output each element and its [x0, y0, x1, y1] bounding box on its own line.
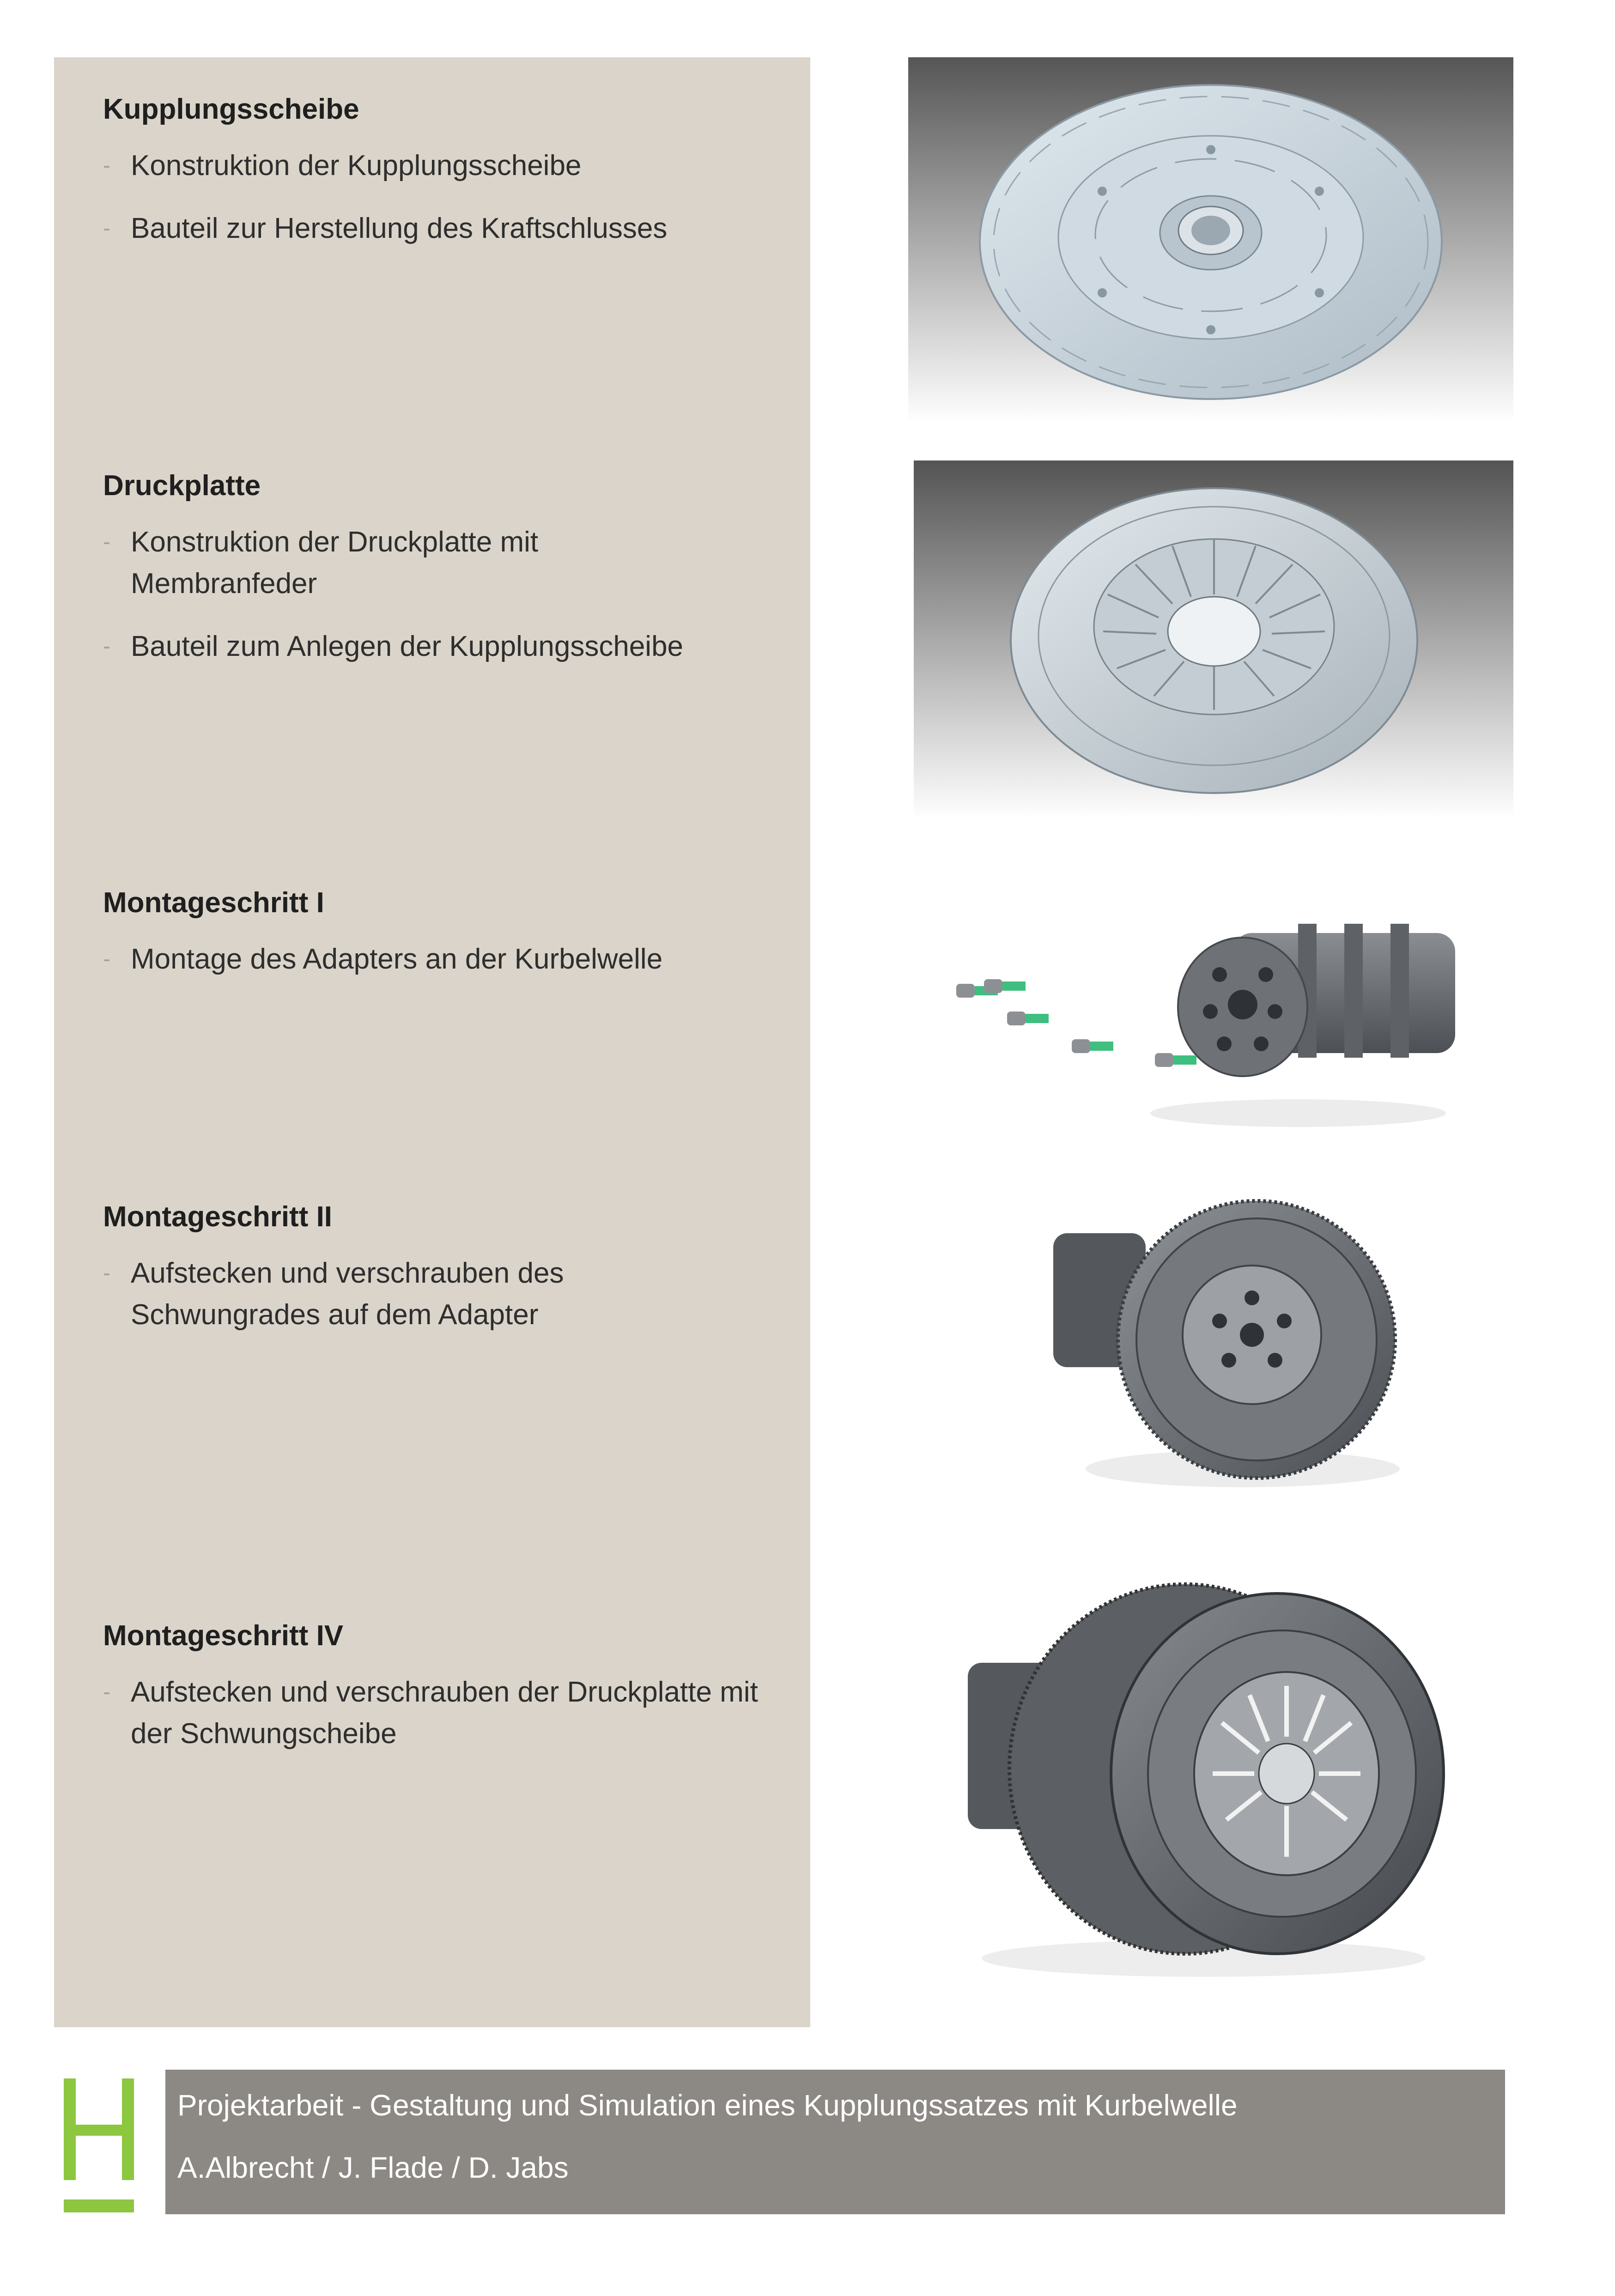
section-title: Druckplatte — [103, 470, 261, 502]
footer-title: Projektarbeit - Gestaltung und Simulation eines Kupplungssatzes mit Kurbelwelle — [177, 2089, 1238, 2122]
section-montageschritt-2 — [103, 1200, 796, 1357]
dash-icon: - — [103, 1261, 110, 1286]
section-title: Kupplungsscheibe — [103, 93, 359, 125]
bullet-item: - Konstruktion der Kupplungsscheibe — [103, 145, 796, 187]
h-logo-icon — [64, 2078, 134, 2212]
footer-bar — [165, 2070, 1505, 2214]
crankshaft-adapter-image — [947, 905, 1478, 1127]
section-druckplatte — [103, 469, 796, 689]
dash-icon: - — [103, 634, 110, 659]
full-assembly-image — [963, 1570, 1476, 1977]
dash-icon: - — [103, 947, 110, 972]
section-kupplungsscheibe — [103, 92, 796, 271]
bullet-item: - Aufstecken und verschrauben der Druckplatte mit der Schwungscheibe — [103, 1672, 805, 1755]
bullet-item: - Montage des Adapters an der Kurbelwelle — [103, 939, 796, 980]
bullet-item: - Aufstecken und verschrauben des Schwungrades auf dem Adapter — [103, 1253, 657, 1336]
bullet-item: - Bauteil zum Anlegen der Kupplungsscheibe — [103, 626, 796, 667]
pressure-plate-image — [914, 460, 1513, 819]
section-montageschritt-4 — [103, 1619, 796, 1776]
dash-icon: - — [103, 153, 110, 178]
dash-icon: - — [103, 1680, 110, 1705]
bullet-item: - Konstruktion der Druckplatte mit Membranfeder — [103, 521, 676, 605]
section-montageschritt-1 — [103, 886, 796, 1001]
flywheel-assembly-image — [1049, 1182, 1409, 1487]
section-title: Montageschritt IV — [103, 1620, 344, 1652]
section-title: Montageschritt I — [103, 887, 324, 919]
clutch-disc-image — [908, 57, 1513, 423]
section-title: Montageschritt II — [103, 1201, 333, 1233]
dash-icon: - — [103, 530, 110, 555]
bullet-item: - Bauteil zur Herstellung des Kraftschlusses — [103, 208, 796, 249]
dash-icon: - — [103, 216, 110, 241]
footer-authors: A.Albrecht / J. Flade / D. Jabs — [177, 2151, 569, 2184]
